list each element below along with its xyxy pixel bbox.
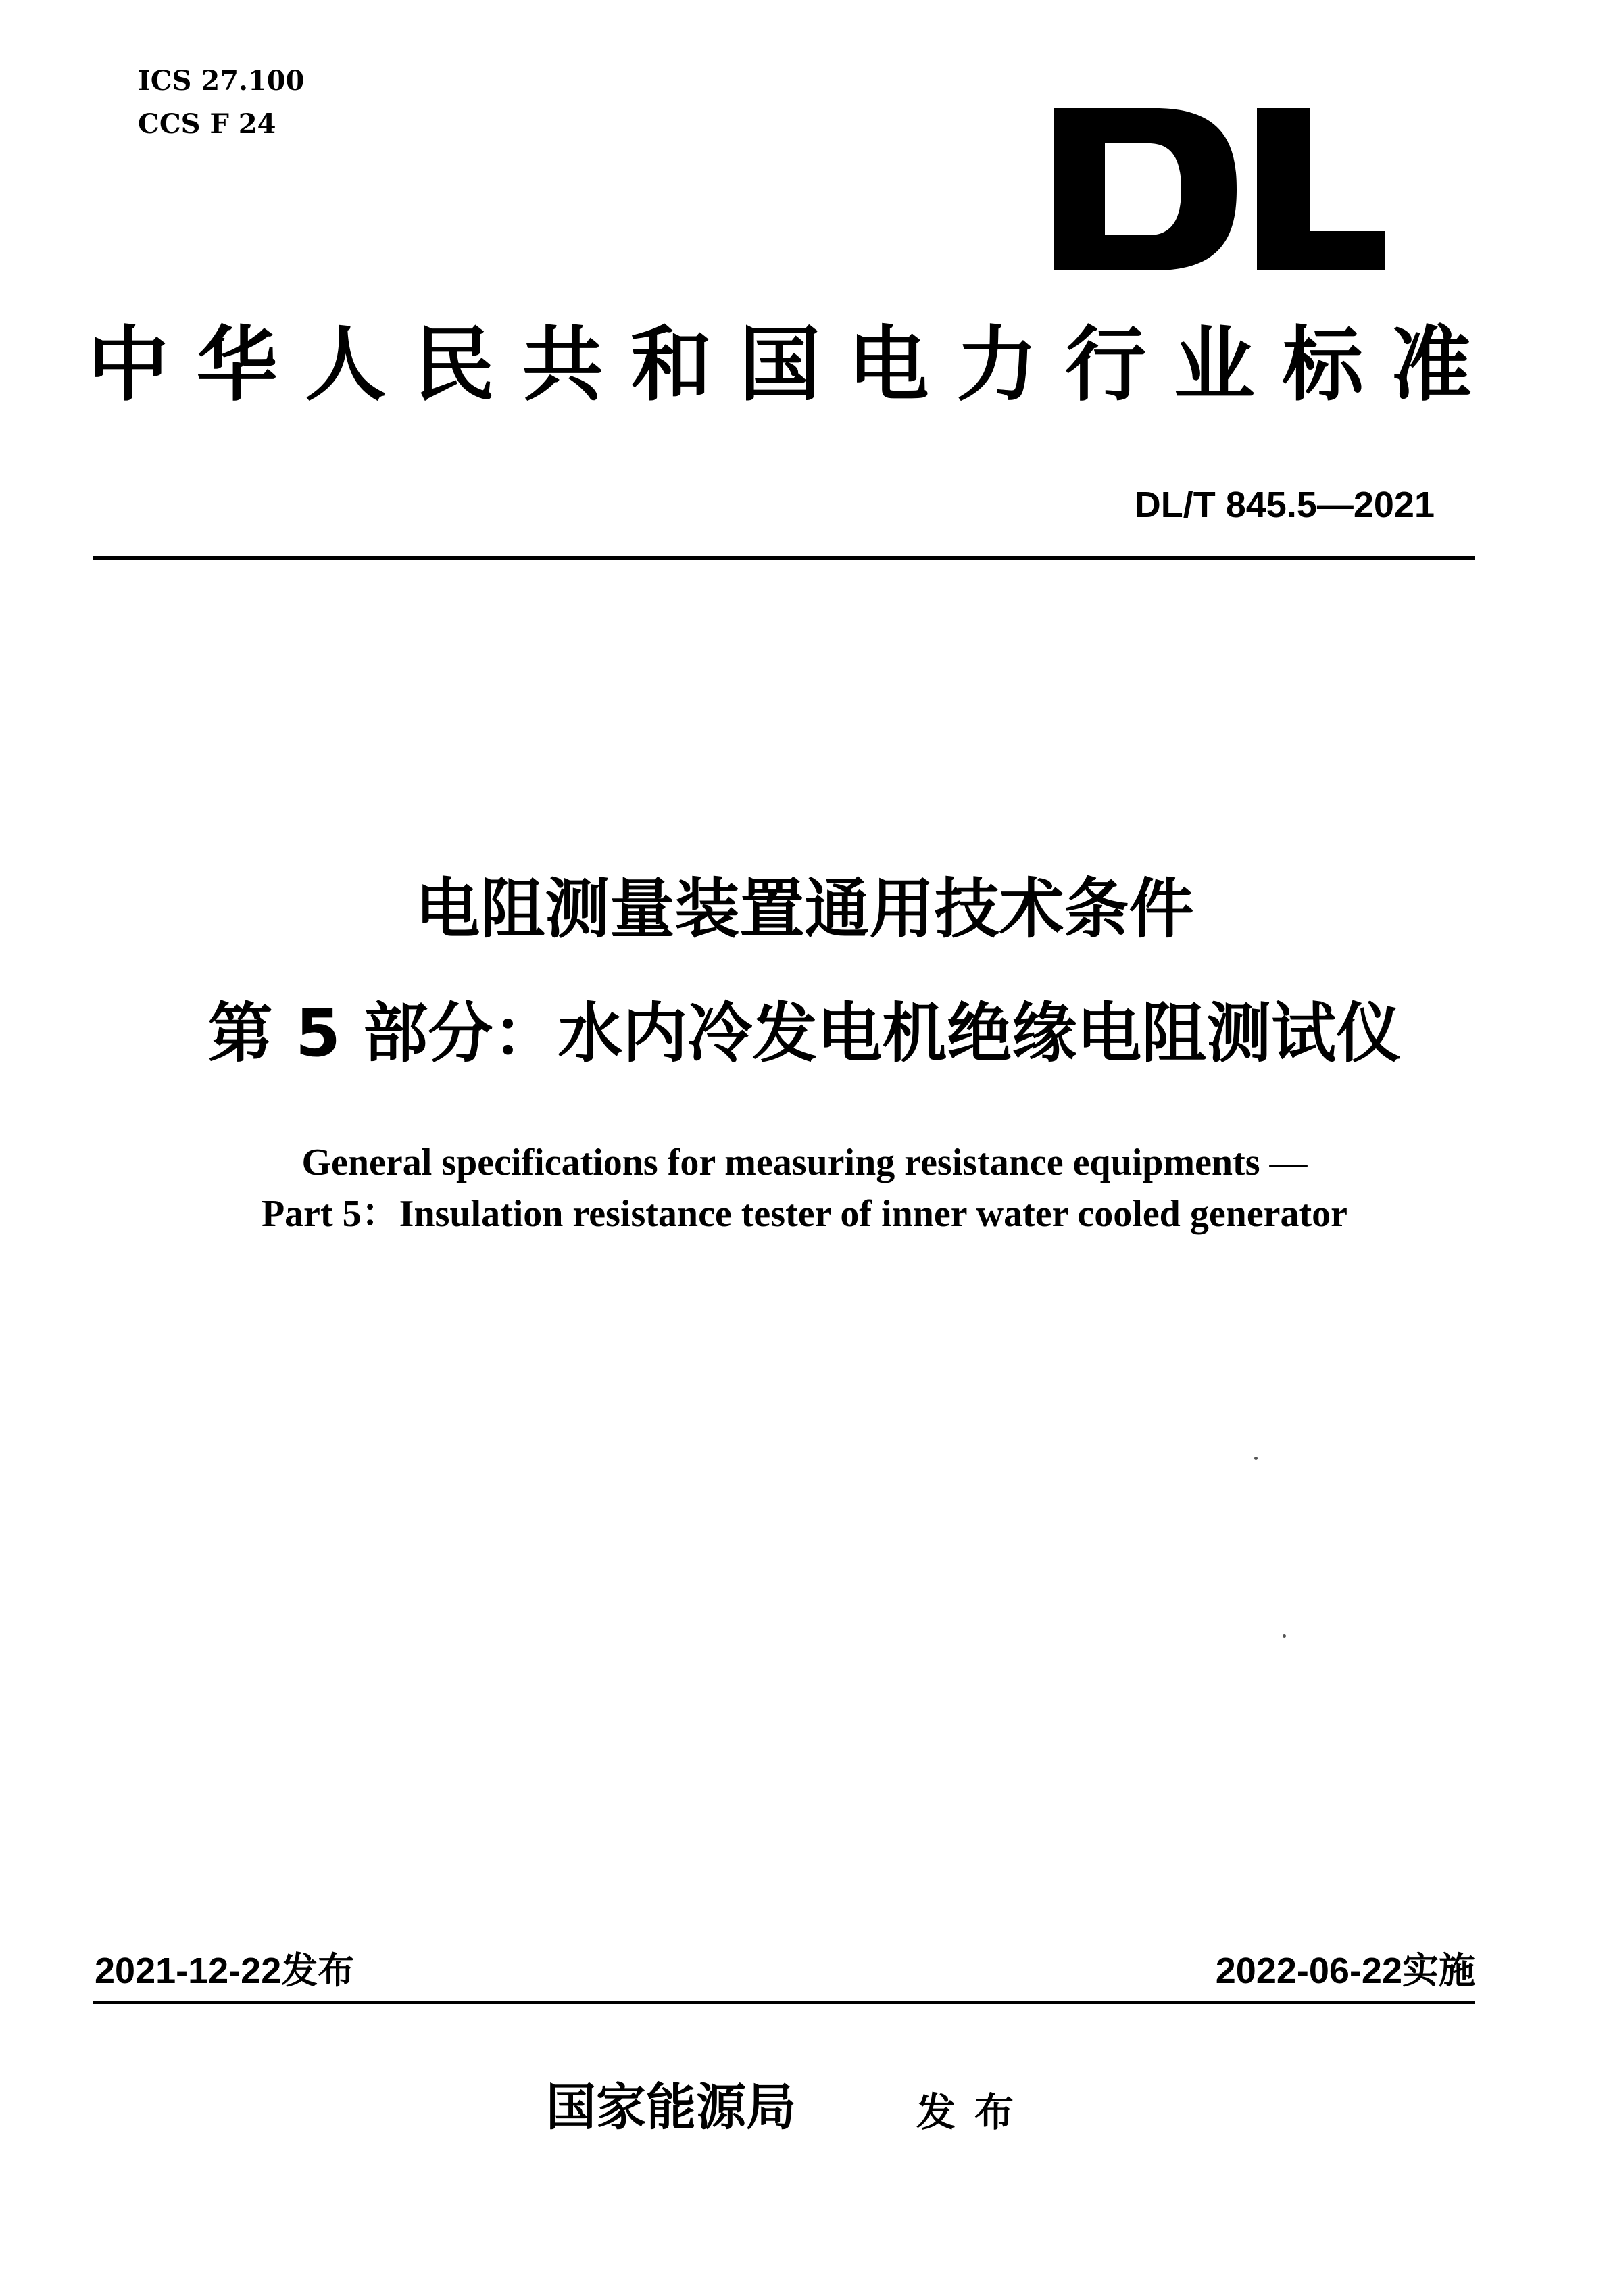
implementation-date: 2022-06-22实施 bbox=[1215, 1951, 1475, 1991]
logo-letter-d bbox=[1054, 108, 1237, 270]
logo-letter-l bbox=[1257, 108, 1385, 270]
issue-label: 发布 bbox=[916, 2089, 1033, 2135]
bottom-divider bbox=[93, 2001, 1475, 2004]
top-divider bbox=[93, 556, 1475, 560]
issue-date: 2021-12-22发布 bbox=[95, 1951, 355, 1991]
english-title-line1: General specifications for measuring resistance equipments — bbox=[301, 1142, 1308, 1183]
chinese-title-line2: 第 5 部分：水内冷发电机绝缘电阻测试仪 bbox=[207, 996, 1402, 1071]
organization-title: 中华人民共和国电力行业标准 bbox=[88, 317, 1473, 412]
chinese-title-line1: 电阻测量装置通用技术条件 bbox=[415, 871, 1194, 947]
ics-code: ICS 27.100 bbox=[138, 65, 305, 97]
ccs-code: CCS F 24 bbox=[138, 108, 276, 140]
issuing-authority: 国家能源局 bbox=[546, 2078, 796, 2136]
dl-logo bbox=[1054, 108, 1385, 270]
scan-speck bbox=[1283, 1634, 1286, 1638]
scan-speck bbox=[1254, 1457, 1258, 1460]
classification-codes bbox=[138, 59, 304, 146]
english-title-line2: Part 5：Insulation resistance tester of inner water cooled generator bbox=[261, 1193, 1348, 1235]
standard-number: DL/T 845.5—2021 bbox=[1134, 485, 1435, 525]
